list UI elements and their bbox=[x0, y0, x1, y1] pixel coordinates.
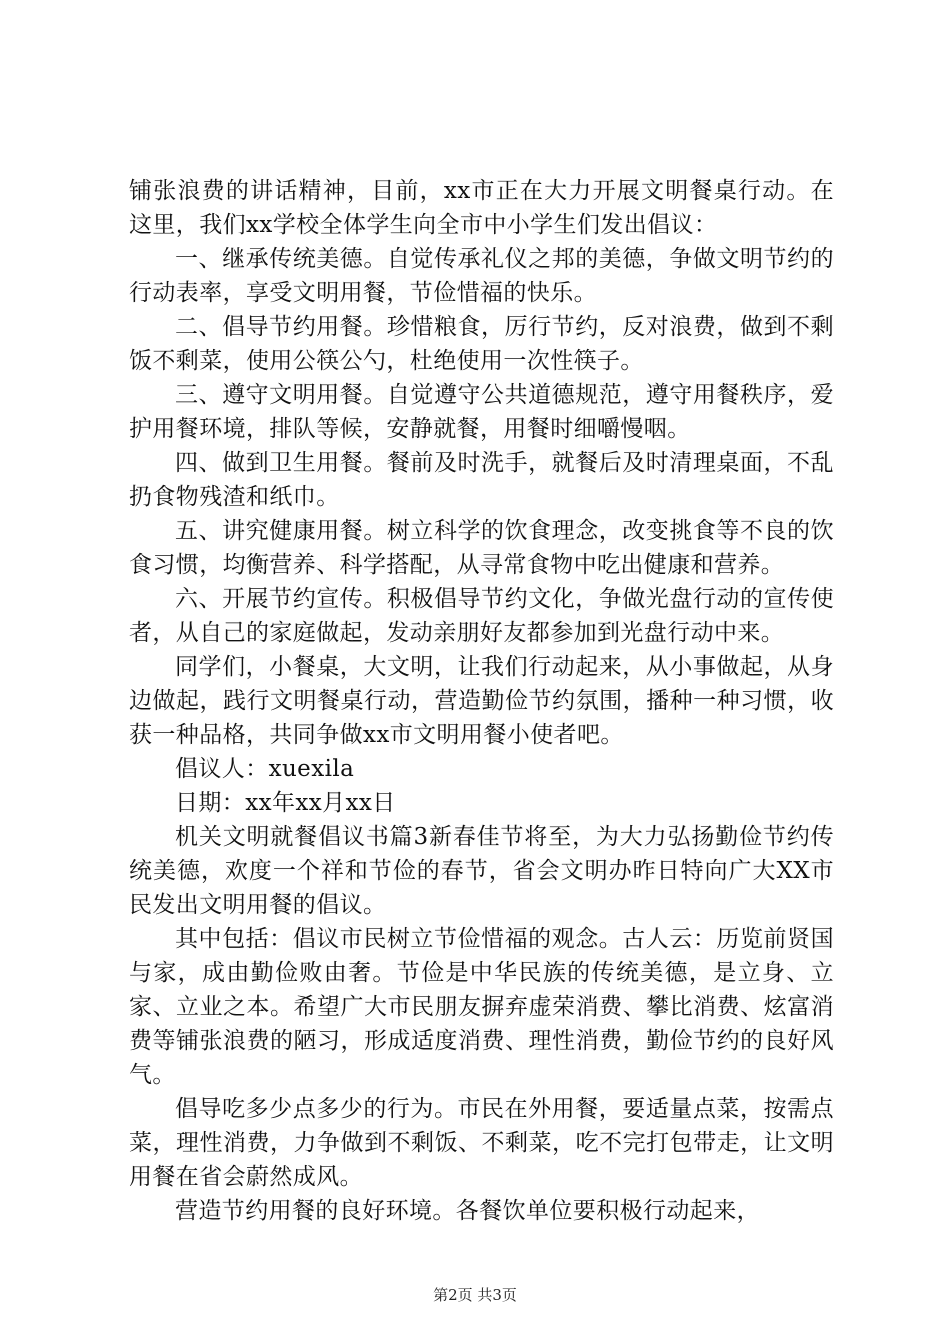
paragraph-8: 同学们，小餐桌，大文明，让我们行动起来，从小事做起，从身边做起，践行文明餐桌行动，营造勤俭节约氛围，播种一种习惯，收获一种品格，共同争做xx市文明用餐小使者吧。 bbox=[129, 654, 834, 748]
document-body bbox=[129, 174, 834, 1228]
paragraph-2: 一、继承传统美德。自觉传承礼仪之邦的美德，争做文明节约的行动表率，享受文明用餐，节俭惜福的快乐。 bbox=[129, 246, 834, 306]
paragraph-3: 二、倡导节约用餐。珍惜粮食，厉行节约，反对浪费，做到不剩饭不剩菜，使用公筷公勺，杜绝使用一次性筷子。 bbox=[129, 314, 834, 374]
paragraph-14: 营造节约用餐的良好环境。各餐饮单位要积极行动起来， bbox=[175, 1198, 760, 1224]
paragraph-7: 六、开展节约宣传。积极倡导节约文化，争做光盘行动的宣传使者，从自己的家庭做起，发动亲朋好友都参加到光盘行动中来。 bbox=[129, 586, 834, 646]
paragraph-5: 四、做到卫生用餐。餐前及时洗手，就餐后及时清理桌面，不乱扔食物残渣和纸巾。 bbox=[129, 450, 834, 510]
page-number-footer: 第2页 共3页 bbox=[433, 1286, 517, 1304]
paragraph-11: 机关文明就餐倡议书篇3新春佳节将至，为大力弘扬勤俭节约传统美德，欢度一个祥和节俭的春节，省会文明办昨日特向广大XX市民发出文明用餐的倡议。 bbox=[129, 824, 834, 918]
paragraph-4: 三、遵守文明用餐。自觉遵守公共道德规范，遵守用餐秩序，爱护用餐环境，排队等候，安静就餐，用餐时细嚼慢咽。 bbox=[129, 382, 834, 442]
paragraph-1: 铺张浪费的讲话精神，目前，xx市正在大力开展文明餐桌行动。在这里，我们xx学校全体学生向全市中小学生们发出倡议： bbox=[129, 178, 834, 238]
paragraph-13: 倡导吃多少点多少的行为。市民在外用餐，要适量点菜，按需点菜，理性消费，力争做到不剩饭、不剩菜，吃不完打包带走，让文明用餐在省会蔚然成风。 bbox=[129, 1096, 834, 1190]
paragraph-6: 五、讲究健康用餐。树立科学的饮食理念，改变挑食等不良的饮食习惯，均衡营养、科学搭配，从寻常食物中吃出健康和营养。 bbox=[129, 518, 834, 578]
paragraph-12: 其中包括：倡议市民树立节俭惜福的观念。古人云：历览前贤国与家，成由勤俭败由奢。节俭是中华民族的传统美德，是立身、立家、立业之本。希望广大市民朋友摒弃虚荣消费、攀比消费、炫富消费等铺张浪费的陋习，形成适度消费、理性消费，勤俭节约的良好风气。 bbox=[129, 926, 834, 1088]
signature-line: 倡议人：xuexila bbox=[175, 756, 355, 782]
date-line: 日期：xx年xx月xx日 bbox=[175, 790, 396, 816]
